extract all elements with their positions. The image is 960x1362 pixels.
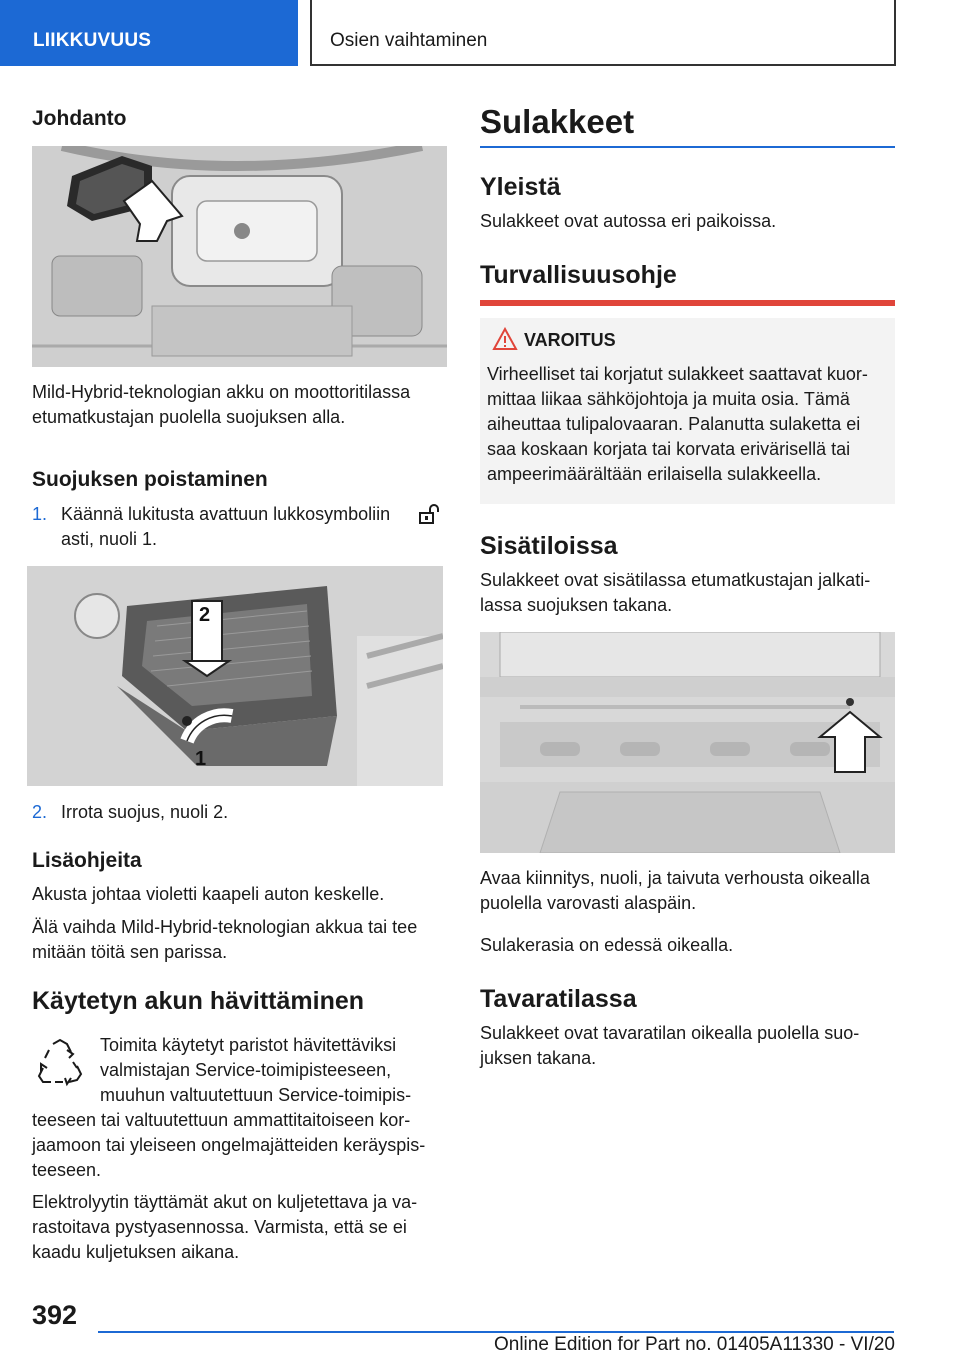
page-number: 392 xyxy=(32,1300,78,1330)
engine-bay-image xyxy=(32,146,447,367)
edition-text: Online Edition for Part no. 01405A11330 - VI/20 xyxy=(493,1334,895,1355)
intro-text: Mild-Hybrid-teknologian akku on moottoritilassa etumatkustajan puolella suojuksen alla. xyxy=(32,382,411,427)
footer-rule xyxy=(98,1331,894,1333)
chapter-tab: LIIKKUVUUS xyxy=(0,0,298,66)
step2-text: Irrota suojus, nuoli 2. xyxy=(61,802,229,822)
disposal-text-line-3: muuhun valtuutettuun Service-toimipis- xyxy=(100,1085,412,1105)
warning-title: VAROITUS xyxy=(524,330,616,350)
image-label-2: 2 xyxy=(199,604,211,626)
page-header xyxy=(0,0,960,66)
removal-heading: Suojuksen poistaminen xyxy=(32,468,268,491)
section-tab: Osien vaihtaminen xyxy=(310,0,896,66)
step1-text-continued: asti, nuoli 1. xyxy=(61,529,158,549)
interior-text-3: Sulakerasia on edessä oikealla. xyxy=(480,935,734,955)
step1-text: Käännä lukitusta avattuun lukkosymboliin xyxy=(61,504,391,524)
unlocked-lock-icon xyxy=(418,502,440,526)
general-heading: Yleistä xyxy=(480,173,561,201)
interior-text-2: Avaa kiinnitys, nuoli, ja taivuta verhousta oikealla puolella varovasti alaspäin. xyxy=(480,868,870,913)
disposal-heading: Käytetyn akun hävittäminen xyxy=(32,987,365,1015)
step1-number: 1. xyxy=(32,504,48,524)
battery-cover-image xyxy=(27,566,443,786)
more-info-text-1: Akusta johtaa violetti kaapeli auton keskelle. xyxy=(32,884,385,904)
trunk-text: Sulakkeet ovat tavaratilan oikealla puolella suo-juksen takana. xyxy=(480,1023,860,1068)
interior-heading: Sisätiloissa xyxy=(480,532,618,560)
recycling-icon xyxy=(33,1036,87,1090)
disposal-text-line-1: Toimita käytetyt paristot hävitettäviksi xyxy=(100,1035,397,1055)
more-info-heading: Lisäohjeita xyxy=(32,849,142,872)
trunk-heading: Tavaratilassa xyxy=(480,985,637,1013)
step2-number: 2. xyxy=(32,802,48,822)
warning-triangle-icon xyxy=(492,327,518,351)
more-info-text-2: Älä vaihda Mild-Hybrid-teknologian akkua tai tee mitään töitä sen parissa. xyxy=(32,917,418,962)
safety-heading: Turvallisuusohje xyxy=(480,261,677,289)
disposal-text-rest: teeseen tai valtuutettuun ammattitaitoiseen kor-jaamoon tai yleiseen ongelmajätteiden keräyspis-teeseen. xyxy=(32,1110,426,1180)
disposal-text-line-2: valmistajan Service-toimipisteeseen, xyxy=(100,1060,392,1080)
warning-top-bar xyxy=(480,300,895,306)
general-text: Sulakkeet ovat autossa eri paikoissa. xyxy=(480,211,777,231)
main-heading: Sulakkeet xyxy=(480,103,635,140)
warning-text: Virheelliset tai korjatut sulakkeet saattavat kuor-mittaa liikaa sähköjohtoja ja muita osia. Tämä aiheuttaa tulipalovaaran. Palanutta sulaketta ei saa koskaan korjata tai korvata erivärisellä tai ampeerimäärältään erilaisella sulakkeella. xyxy=(487,364,868,484)
main-heading-rule xyxy=(480,146,895,148)
electrolyte-text: Elektrolyytin täyttämät akut on kuljetettava ja va-rastoitava pystyasennossa. Varmista, että se ei kaadu kuljetuksen aikana. xyxy=(32,1192,418,1262)
image-label-1: 1 xyxy=(195,748,207,770)
intro-heading: Johdanto xyxy=(32,107,127,130)
interior-text: Sulakkeet ovat sisätilassa etumatkustajan jalkati-lassa suojuksen takana. xyxy=(480,570,871,615)
footwell-cover-image xyxy=(480,632,895,853)
